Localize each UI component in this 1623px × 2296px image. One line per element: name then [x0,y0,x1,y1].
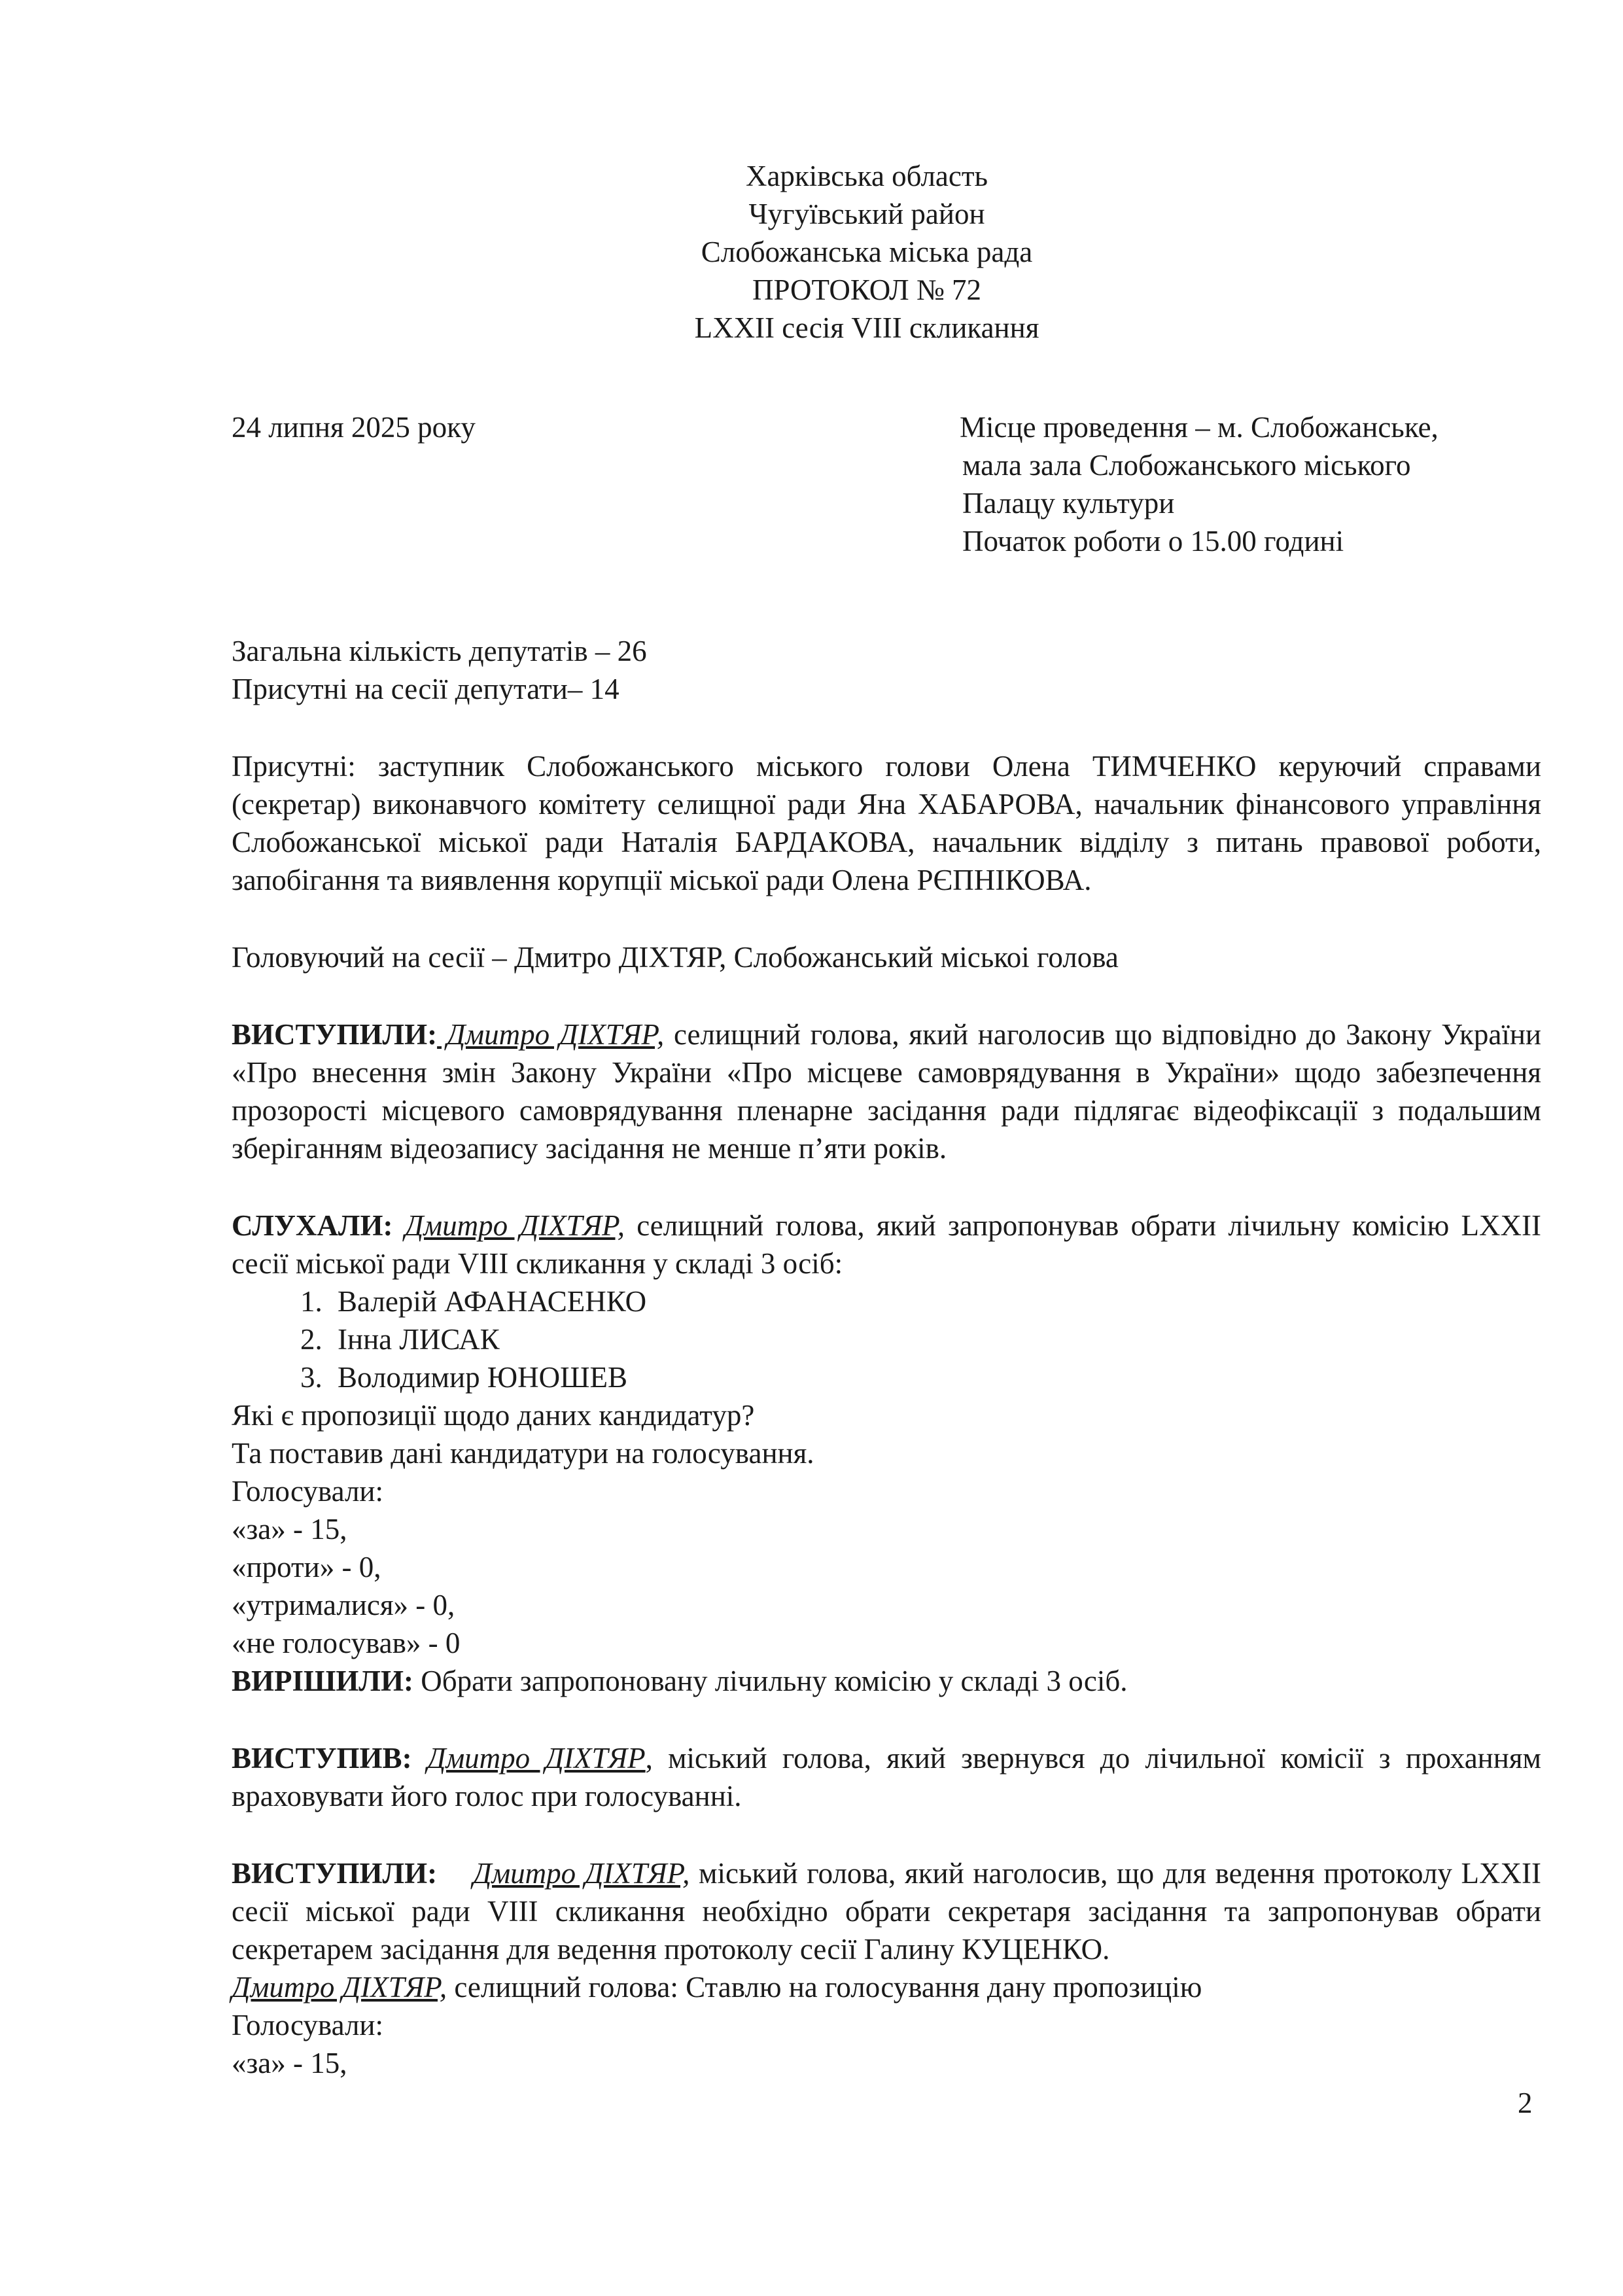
section-text: селищний голова, який запропонував обрати лічильну комісію LXXII сесії міської ради VIII скликання у складі 3 осіб: [232,1209,1541,1280]
section-text: селищний голова: Ставлю на голосування дану пропозицію [447,1971,1202,2004]
chair-line: Головуючий на сесії – Дмитро ДІХТЯР, Слобожанський міськоі голова [232,941,1119,974]
attendees-paragraph: Присутні: заступник Слобожанського міського голови Олена ТИМЧЕНКО керуючий справами (секретар) виконавчого комітету селищної ради Яна ХАБАРОВА, начальник фінансового управління Слобожанської міської ради Наталія БАРДАКОВА, начальник відділу з питань правової роботи, запобігання та виявлення корупції міської ради Олена РЄПНІКОВА. [232,750,1541,896]
voted-label: Голосували: [232,2009,383,2041]
vote-not-voted: «не голосував» - 0 [232,1627,461,1659]
date-venue-row [232,408,1541,560]
section-text: селищний голова, який наголосив що відповідно до Закону України «Про внесення змін Закону України «Про місцеве самоврядування в України» щодо забезпечення прозорості місцевого самоврядування пленарне засідання ради підлягає відеофіксації з подальшим зберіганням відеозапису засідання не менше п’яти років. [232,1018,1541,1165]
vote-abstained: «утрималися» - 0, [232,1589,455,1621]
document-header [192,157,1541,347]
header-district: Чугуївський район [748,198,985,230]
venue-line-3: Палацу культури [962,487,1175,520]
speaker-name: Дмитро ДІХТЯР, [404,1209,625,1242]
vote-proposal-line [232,1968,1541,2006]
vote-for: «за» - 15, [232,1513,347,1545]
section-text: міський голова, який наголосив, що для ведення протоколу LXXII сесії міської ради VIII скликання необхідно обрати секретаря засідання та запропонував обрати секретарем засідання для ведення протоколу сесії Галину КУЦЕНКО. [232,1857,1542,1966]
decision-text: Обрати запропоновану лічильну комісію у складі 3 осіб. [413,1665,1128,1697]
section-video-recording [232,1016,1541,1167]
proposal-question: Які є пропозиції щодо даних кандидатур? [232,1399,755,1432]
section-label: ВИСТУПИВ: [232,1742,412,1775]
section-label: ВИСТУПИЛИ: [232,1857,438,1890]
put-to-vote: Та поставив дані кандидатури на голосування. [232,1437,814,1470]
list-item: 2. Інна ЛИСАК [330,1320,1541,1358]
venue-line-1: Місце проведення – м. Слобожанське, [960,411,1439,444]
speaker-name: Дмитро ДІХТЯР [427,1742,646,1775]
list-item: 1. Валерій АФАНАСЕНКО [330,1282,1541,1320]
speaker-name: Дмитро ДІХТЯР, [437,1018,665,1051]
section-label: ВИСТУПИЛИ: [232,1018,438,1051]
list-item: 3. Володимир ЮНОШЕВ [330,1358,1541,1396]
section-counting-commission [232,1207,1541,1282]
document-page [232,157,1541,2082]
present-deputies: Присутні на сесії депутати– 14 [232,673,620,705]
vote-against: «проти» - 0, [232,1551,381,1583]
decision-label: ВИРІШИЛИ: [232,1665,413,1697]
venue-line-2: мала зала Слобожанського міського [962,449,1411,482]
venue-block [960,408,1439,560]
section-label: СЛУХАЛИ: [232,1209,393,1242]
header-session: LXXII сесія VIII скликання [694,311,1039,344]
section-text: , міський голова, який звернувся до лічильної комісії з проханням враховувати його голос при голосуванні. [232,1742,1542,1812]
section-mayor-vote [232,1739,1541,1815]
decision-line [232,1662,1541,1700]
commission-members-list [232,1282,1541,1396]
header-region: Харківська область [745,160,988,192]
section-secretary [232,1854,1541,1968]
speaker-name: Дмитро ДІХТЯР, [472,1857,690,1890]
vote-for: «за» - 15, [232,2047,347,2079]
total-deputies: Загальна кількість депутатів – 26 [232,635,647,667]
header-protocol: ПРОТОКОЛ № 72 [752,274,982,306]
header-council: Слобожанська міська рада [701,236,1033,268]
meeting-date: 24 липня 2025 року [232,411,476,444]
speaker-name: Дмитро ДІХТЯР, [232,1971,447,2004]
venue-line-4: Початок роботи о 15.00 годині [962,525,1344,557]
page-number: 2 [1518,2087,1533,2119]
voted-label: Голосували: [232,1475,383,1508]
